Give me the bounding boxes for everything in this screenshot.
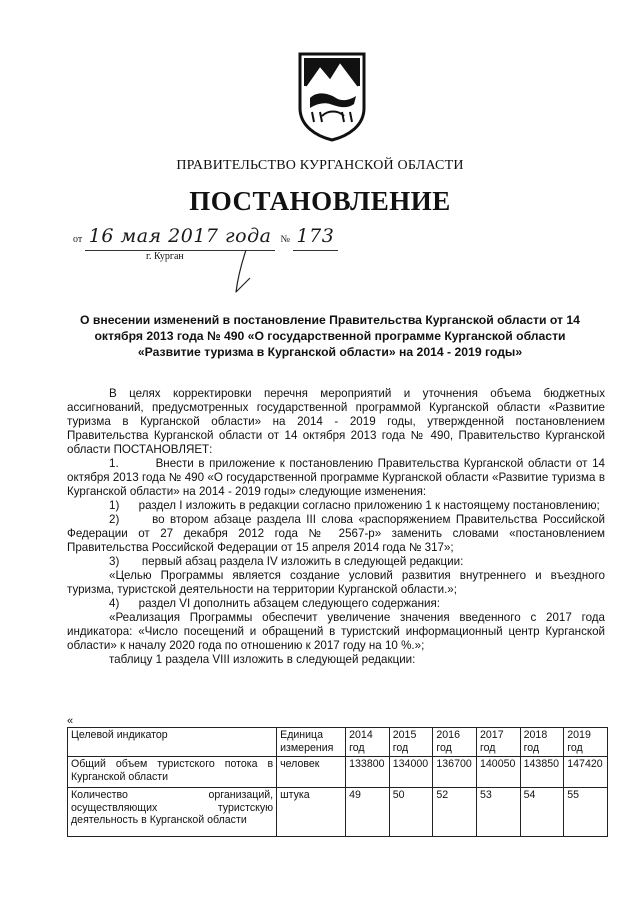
subitem-3-quote: «Целью Программы является создание условий развития внутреннего и въездного туризма, туристской деятельности на территории Курганской области.»; xyxy=(67,569,605,596)
table-row xyxy=(68,757,608,788)
document-body xyxy=(67,387,605,667)
table-cell: 55 xyxy=(564,788,608,837)
table-header-cell: Единица измерения xyxy=(277,728,346,757)
signature-stroke-icon xyxy=(228,248,258,298)
table-header-cell: 2016 год xyxy=(433,728,477,757)
date-prefix: от xyxy=(73,234,83,245)
table-cell: 134000 xyxy=(389,757,433,788)
organization-name: ПРАВИТЕЛЬСТВО КУРГАНСКОЙ ОБЛАСТИ xyxy=(176,158,464,173)
table-header-cell: Целевой индикатор xyxy=(68,728,277,757)
table-header-cell: 2019 год xyxy=(564,728,608,757)
number-prefix: № xyxy=(280,234,291,245)
intro-paragraph: В целях корректировки перечня мероприятий и уточнения объема бюджетных ассигнований, предусмотренных государственной программой Курганской области «Развитие туризма в Курганской области» на 2014 - 2019 годы, утвержденной постановлением Правительства Курганской области от 14 октября 2013 года № 490, Правительство Курганской области ПОСТАНОВЛЯЕТ: xyxy=(67,387,605,456)
table-cell: 143850 xyxy=(520,757,564,788)
table-cell: Общий объем туристского потока в Курганской области xyxy=(68,757,277,788)
table-cell: 49 xyxy=(346,788,390,837)
table-cell: 50 xyxy=(389,788,433,837)
table-cell: 52 xyxy=(433,788,477,837)
table-cell: 136700 xyxy=(433,757,477,788)
subitem-2-paragraph: 2) во втором абзаце раздела III слова «распоряжением Правительства Российской Федерации от 27 декабря 2012 года № 2567-р» заменить словами «постановлением Правительства Российской Федерации от 15 апреля 2014 года № 317»; xyxy=(67,513,605,554)
table-header-row xyxy=(68,728,608,757)
table-cell: 147420 xyxy=(564,757,608,788)
table-cell: Количество организаций, осуществляющих туристскую деятельность в Курганской области xyxy=(68,788,277,837)
table-cell: 53 xyxy=(477,788,521,837)
subitem-4-paragraph: 4) раздел VI дополнить абзацем следующего содержания: xyxy=(109,597,440,610)
table-cell: штука xyxy=(277,788,346,837)
table-header-cell: 2015 год xyxy=(389,728,433,757)
city-name: г. Курган xyxy=(146,251,184,262)
document-subject: О внесении изменений в постановление Правительства Курганской области от 14 октября 2013 года № 490 «О государственной программе Курганской области «Развитие туризма в Курганской области» на 2014 - 2019 годы» xyxy=(80,313,580,359)
subitem-4-quote: «Реализация Программы обеспечит увеличение значения введенного с 2017 года индикатора: «Число посещений и обращений в туристский информационный центр Курганской области» к началу 2020 года по отношению к 2017 году на 10 %.»; xyxy=(67,611,605,652)
open-quote-mark: « xyxy=(67,715,74,727)
table-cell: 54 xyxy=(520,788,564,837)
subitem-3-paragraph: 3) первый абзац раздела IV изложить в следующей редакции: xyxy=(109,555,464,568)
handwritten-number: 173 xyxy=(296,225,335,247)
table-intro-paragraph: таблицу 1 раздела VIII изложить в следующей редакции: xyxy=(109,653,416,666)
subitem-1-paragraph: 1) раздел I изложить в редакции согласно приложению 1 к настоящему постановлению; xyxy=(109,499,600,512)
date-number-line xyxy=(73,226,338,251)
item-1-paragraph: 1. Внести в приложение к постановлению Правительства Курганской области от 14 октября 2013 года № 490 «О государственной программе Курганской области «Развитие туризма в Курганской области» на 2014 - 2019 годы» следующие изменения: xyxy=(67,457,605,498)
table-cell: 133800 xyxy=(346,757,390,788)
indicators-table xyxy=(67,727,608,837)
table-cell: 140050 xyxy=(477,757,521,788)
table-header-cell: 2018 год xyxy=(520,728,564,757)
table-header-cell: 2017 год xyxy=(477,728,521,757)
document-type-title: ПОСТАНОВЛЕНИЕ xyxy=(189,186,451,216)
table-row xyxy=(68,788,608,837)
handwritten-date: 16 мая 2017 года xyxy=(88,225,272,247)
coat-of-arms-icon xyxy=(296,50,368,142)
table-header-cell: 2014 год xyxy=(346,728,390,757)
table-cell: человек xyxy=(277,757,346,788)
